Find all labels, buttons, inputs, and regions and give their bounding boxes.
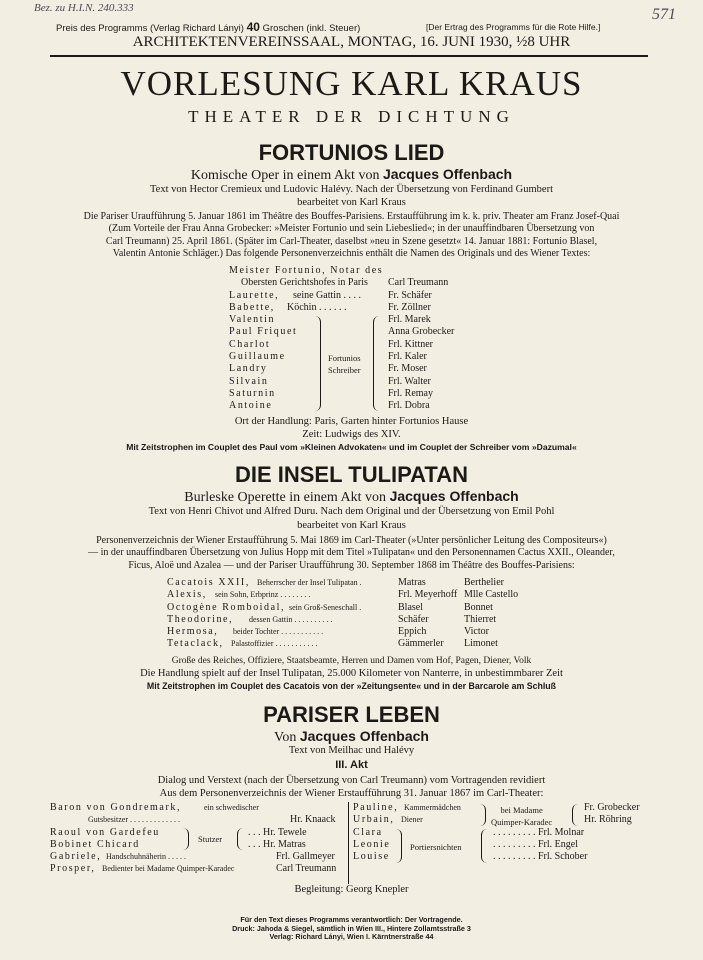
fortunio-arranged: bearbeitet von Karl Kraus [297,197,406,208]
pariser-composer: Jacques Offenbach [299,728,429,744]
cast-actor-vienna: Gämmerler [398,638,444,650]
cast-role: Tetaclack, [167,638,224,650]
cast-role: Guillaume [229,351,286,363]
pariser-by [0,728,703,746]
main-title: VORLESUNG KARL KRAUS [120,64,583,103]
fortunio-genre [0,166,703,184]
tulipatan-text-line: Text von Henri Chivot und Alfred Duru. Nach dem Original und der Übersetzung von Emil Pohl [148,506,555,517]
cast-actor: Frl. Kaler [388,351,427,363]
cast-row [229,400,489,412]
cast-desc: sein Sohn, Erbprinz . . . . . . . . [215,590,311,600]
fortunio-genre-text: Komische Oper in einem Akt von [190,168,380,183]
cast-actor-paris: Limonet [464,638,498,650]
madame-line: Quimper-Karadec [491,817,553,827]
cast-actor: Carl Treumann [388,277,449,289]
cast-actor-paris: Thierret [464,613,497,625]
right-brace [373,316,380,411]
cast-role: Obersten Gerichtshofes in Paris [241,277,368,289]
cast-role: Valentin [229,314,276,326]
cast-actor: Frl. Kittner [388,338,433,350]
group-label-line: Schreiber [328,365,361,375]
cast-role: Charlot [229,338,271,350]
cast-row [167,602,567,614]
cast-desc: Kammermädchen [404,803,461,812]
cast-role: Paul Friquet [229,326,298,338]
price-amount: 40 [246,20,260,34]
cast-row [229,265,489,277]
stutzer-brace [183,828,189,850]
cast-role: Urbain, [353,814,395,826]
cast-actor-vienna: Schäfer [398,613,429,625]
cast-actor: Frl. Remay [388,387,433,399]
cast-row [167,638,567,650]
tulipatan-composer: Jacques Offenbach [389,488,519,504]
fortunio-title: FORTUNIOS LIED [258,140,445,165]
cast-desc: seine Gattin . . . . [293,289,362,301]
cast-row [229,376,489,388]
tulipatan-note: Mit Zeitstrophen im Couplet des Cacatois von der »Zeitungsente« und in der Barcarole am Schluß [146,681,557,691]
price-left: Preis des Programms (Verlag Richard Lányi) [56,23,244,34]
history-line: (Zum Vorteile der Frau Anna Grobecker: »Meister Fortunio und sein Liebeslied«; in der unauffindbaren Übersetzung von [108,223,595,235]
cast-role: Babette, [229,301,275,313]
portier-brace [396,829,402,863]
cast-row [229,302,489,314]
cast-role: Theodorine, [167,613,234,625]
fortunio-note: Mit Zeitstrophen im Couplet des Paul vom »Kleinen Advokaten« und im Couplet der Schreiber vom »Dazumal« [126,442,577,452]
cast-actor: . . . Hr. Matras [248,838,306,850]
tulipatan-arranged: bearbeitet von Karl Kraus [297,520,406,531]
cast-actor: Frl. Gallmeyer [276,851,335,863]
cast-role: Prosper, [50,863,96,875]
tulipatan-setting: Die Handlung spielt auf der Insel Tulipatan, 25.000 Kilometer von Nanterre, in unbestimmbarer Zeit [140,668,563,679]
cast-actor: Frl. Walter [388,375,431,387]
stutzer-brace-right [237,828,243,850]
price-line [56,20,360,34]
cast-actor-paris: Berthelier [464,577,504,588]
group-label-line: Fortunios [328,353,361,363]
desc-line: Aus dem Personenverzeichnis der Wiener Erstaufführung 31. Januar 1867 im Carl-Theater: [159,787,544,799]
proceeds-note: [Der Ertrag des Programms für die Rote Hilfe.] [426,22,601,32]
tulipatan-title: DIE INSEL TULIPATAN [234,462,469,487]
fortunio-cast [229,265,489,413]
cast-role: Laurette, [229,289,280,301]
cast-desc: Gutsbesitzer . . . . . . . . . . . . . [88,815,180,825]
tulipatan-cast [167,577,567,651]
cast-actor: Anna Grobecker [388,326,455,338]
cast-role: Silvain [229,375,269,387]
fortunio-history [0,211,703,260]
fortunio-time: Zeit: Ludwigs des XIV. [302,429,401,440]
footer-line: Verlag: Richard Lányi, Wien I. Kärntnerstraße 44 [269,932,434,942]
cast-row [167,577,567,589]
footer [0,916,703,942]
cast-role: Baron von Gondremark, [50,802,182,813]
cast-row [229,339,489,351]
cast-desc: Bedienter bei Madame Quimper-Karadec [102,864,235,874]
accompaniment: Begleitung: Georg Knepler [294,884,409,895]
portier-brace-right [481,829,487,863]
cast-actor-vienna: Blasel [398,601,423,613]
cast-actor: Fr. Moser [388,363,427,375]
cast-actor: Frl. Dobra [388,400,430,412]
cast-desc: Beherrscher der Insel Tulipatan . [257,578,362,587]
footer-line: Druck: Jahoda & Siegel, sämtlich in Wien III., Hintere Zollamtsstraße 3 [232,923,471,933]
cast-desc: Handschuhnäherin . . . . . [106,852,186,862]
cast-actor: Hr. Knaack [290,814,336,826]
cast-actor-vienna: Eppich [398,626,427,638]
cast-row [167,614,567,626]
page-number: 571 [652,6,676,23]
cast-row [50,863,345,875]
cast-role: Clara [353,826,383,838]
cast-actor: . . . . . . . . . Frl. Schober [493,851,588,863]
fortunio-setting: Ort der Handlung: Paris, Garten hinter Fortunios Hause [234,416,469,427]
footer-line: Für den Text dieses Programms verantwortlich: Der Vortragende. [240,915,463,924]
cast-desc: beider Tochter . . . . . . . . . . . [233,627,324,637]
cast-desc: Palastoffizier . . . . . . . . . . . [231,639,318,649]
cast-actor-vienna: Matras [398,577,426,588]
cast-role: Saturnin [229,387,276,399]
cast-desc: dessen Gattin . . . . . . . . . . [249,614,333,624]
history-line: Carl Treumann) 25. April 1861. (Später im Carl-Theater, daselbst »neu in Szene gesetzt« 14. Januar 1881: Fortunio Blasel, [105,235,598,247]
cast-actor: Frl. Marek [388,314,431,326]
cast-desc: Diener [401,815,423,825]
main-subtitle: THEATER DER DICHTUNG [188,107,515,126]
cast-actor: . . . . . . . . . Frl. Molnar [493,826,585,838]
fortunio-composer: Jacques Offenbach [382,166,513,182]
cast-role: Hermosa, [167,626,219,638]
cast-row [229,388,489,400]
cast-desc: sein Groß-Seneschall . [289,602,362,612]
cast-actor: . . . Hr. Tewele [248,826,307,838]
cast-role: Antoine [229,400,273,412]
cast-actor: Fr. Grobecker [584,802,640,813]
cast-actor-paris: Victor [464,626,489,638]
desc-line: Dialog und Verstext (nach der Übersetzung von Carl Treumann) vom Vortragenden revidiert [157,775,546,786]
cast-row [229,277,489,289]
history-line: Die Pariser Uraufführung 5. Januar 1861 im Théâtre des Bouffes-Parisiens. Erstaufführung im k. k. priv. Theater am Franz Josef-Quai [83,211,620,222]
madame-line: bei Madame [500,805,543,815]
cast-row [50,851,345,863]
pariser-act: III. Akt [335,759,368,771]
cast-role: Cacatois XXII, [167,577,250,588]
cast-role: Meister Fortunio, Notar des [229,265,384,276]
cast-actor: Fr. Schäfer [388,289,432,301]
cast-role: Octogène Romboidal, [167,601,286,613]
cast-actor: Carl Treumann [276,863,337,875]
history-line: — in der unauffindbaren Übersetzung von Julius Hopp mit dem Titel »Tulipatan« und den Personennamen Cactus XXII., Oleander, [88,547,615,559]
venue-line: ARCHITEKTENVEREINSSAAL, MONTAG, 16. JUNI 1930, ½8 UHR [132,34,571,50]
cast-actor-paris: Mlle Castello [464,589,519,601]
history-line: Valentin Antonie Schläger.) Das folgende Personenverzeichnis enthält die Namen des Originals und des Wiener Textes: [112,247,591,259]
madame-label [491,804,552,828]
cast-role: Landry [229,363,268,375]
tulipatan-genre [0,488,703,506]
cast-actor-paris: Bonnet [464,601,493,613]
cast-row [167,589,567,601]
fortunio-text-line: Text von Hector Cremieux und Ludovic Halévy. Nach der Übersetzung von Ferdinand Gumbert [149,184,553,195]
price-right: Groschen (inkl. Steuer) [262,23,361,34]
cast-role: Alexis, [167,589,207,601]
column-divider [348,802,349,884]
cast-actor: Hr. Röhring [584,814,632,826]
stutzer-label: Stutzer [198,834,223,844]
cast-row [229,326,489,338]
header-rule [50,55,648,57]
history-line: Personenverzeichnis der Wiener Erstaufführung 5. Mai 1869 im Carl-Theater (»Unter persönlicher Leitung des Compositeurs«) [96,535,607,546]
cast-row [167,626,567,638]
cast-row [50,802,345,814]
madame-brace-right [572,804,578,826]
pariser-desc [0,775,703,800]
cast-row [229,290,489,302]
cast-role: Raoul von Gardefeu [50,826,160,838]
cast-actor: Fr. Zöllner [388,301,431,313]
cast-actor-vienna: Frl. Meyerhoff [398,589,458,601]
pariser-text-line: Text von Meilhac und Halévy [288,745,415,756]
cast-role: Bobinet Chicard [50,838,140,850]
cast-role: Leonie [353,838,391,850]
group-label [328,352,361,376]
cast-desc: Köchin . . . . . . [287,301,347,313]
cast-role: Pauline, [353,802,399,813]
history-line: Ficus, Aloë und Azalea — und der Pariser Uraufführung 30. September 1868 im Théâtre des Bouffes-Parisiens: [128,559,575,571]
tulipatan-extras: Große des Reiches, Offiziere, Staatsbeamte, Herren und Damen vom Hof, Pagen, Diener, Volk [171,656,532,666]
pariser-by-text: Von [274,730,297,745]
archive-note: Bez. zu H.I.N. 240.333 [34,2,134,14]
cast-row [50,814,345,826]
pariser-title: PARISER LEBEN [263,702,440,727]
cast-actor: . . . . . . . . . Frl. Engel [493,838,578,850]
tulipatan-history [0,535,703,572]
left-brace [314,316,321,411]
cast-desc: ein schwedischer [204,803,259,812]
madame-brace [480,804,486,826]
tulipatan-genre-text: Burleske Operette in einem Akt von [184,490,387,505]
portier-label: Portiersnichten [410,842,462,852]
cast-role: Louise [353,851,390,863]
cast-role: Gabriele, [50,851,102,863]
cast-row [229,314,489,326]
